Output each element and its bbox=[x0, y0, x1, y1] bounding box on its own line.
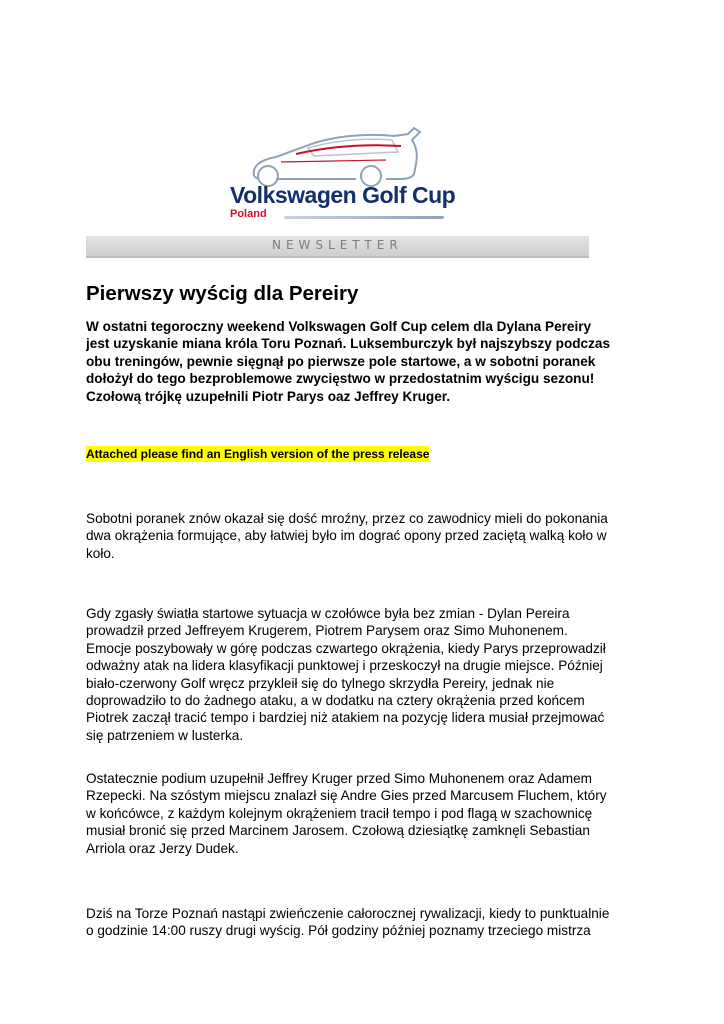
lead-line: obu treningów, pewnie sięgnął po pierwsze pole startowe, a w sobotni poranek bbox=[86, 353, 596, 369]
paragraph-line: koło. bbox=[86, 545, 115, 561]
attached-note-highlight: Attached please find an English version of the press release bbox=[86, 447, 430, 461]
paragraph-line: doprowadziło to do żadnego ataku, a w dodatku na cztery okrążenia przed końcem bbox=[86, 693, 585, 709]
article-lead bbox=[86, 318, 626, 405]
newsletter-banner bbox=[86, 236, 589, 258]
paragraph-line: odważny atak na lidera klasyfikacji punktowej i przeskoczył na drugie miejsce. Później bbox=[86, 658, 603, 674]
lead-line: Czołową trójkę uzupełnili Piotr Parys oaz Jeffrey Kruger. bbox=[86, 388, 451, 404]
paragraph-4 bbox=[86, 905, 646, 940]
paragraph-line: prowadził przed Jeffreyem Krugerem, Piotrem Parysem oraz Simo Muhonenem. bbox=[86, 623, 568, 639]
paragraph-line: się patrzeniem w lusterka. bbox=[86, 727, 244, 743]
newsletter-label: NEWSLETTER bbox=[272, 238, 403, 252]
paragraph-2 bbox=[86, 605, 646, 744]
paragraph-line: Gdy zgasły światła startowe sytuacja w czołówce była bez zmian - Dylan Pereira bbox=[86, 606, 570, 621]
paragraph-line: Ostatecznie podium uzupełnił Jeffrey Kruger przed Simo Muhonenem oraz Adamem bbox=[86, 771, 592, 786]
paragraph-line: Sobotni poranek znów okazał się dość mroźny, przez co zawodnicy mieli do pokonania bbox=[86, 511, 608, 526]
article-headline: Pierwszy wyścig dla Pereiry bbox=[86, 282, 359, 305]
lead-line: W ostatni tegoroczny weekend Volkswagen Golf Cup celem dla Dylana Pereiry bbox=[86, 319, 592, 334]
paragraph-line: biało-czerwony Golf wręcz przykleił się do tylnego skrzydła Pereiry, jednak nie bbox=[86, 675, 555, 691]
vw-golf-cup-logo bbox=[230, 124, 458, 228]
paragraph-line: Arriola oraz Jerzy Dudek. bbox=[86, 840, 239, 856]
paragraph-line: Rzepecki. Na szóstym miejscu znalazł się Andre Gies przed Marcusem Fluchem, który bbox=[86, 788, 607, 804]
paragraph-line: Emocje poszybowały w górę podczas czwartego okrążenia, kiedy Parys przeprowadził bbox=[86, 640, 606, 656]
logo-subtitle: Poland bbox=[230, 208, 267, 220]
paragraph-line: musiał bronić się przed Marcinem Jarosem. Czołową dziesiątkę zamknęli Sebastian bbox=[86, 823, 590, 839]
logo-underline bbox=[284, 216, 444, 219]
paragraph-line: o godzinie 14:00 ruszy drugi wyścig. Pół godziny później poznamy trzeciego mistrza bbox=[86, 923, 591, 939]
lead-line: jest uzyskanie miana króla Toru Poznań. Luksemburczyk był najszybszy podczas bbox=[86, 336, 611, 352]
paragraph-line: Piotrek zaczął tracić tempo i bardziej niż atakiem na pozycję lidera musiał przejmować bbox=[86, 710, 605, 726]
paragraph-1 bbox=[86, 510, 646, 562]
paragraph-line: Dziś na Torze Poznań nastąpi zwieńczenie całorocznej rywalizacji, kiedy to punktualnie bbox=[86, 906, 610, 921]
paragraph-3 bbox=[86, 770, 646, 857]
paragraph-line: dwa okrążenia formujące, aby łatwiej było im dograć opony przed zaciętą walką koło w bbox=[86, 528, 607, 544]
logo-title: Volkswagen Golf Cup bbox=[230, 182, 456, 208]
lead-line: dołożył do tego bezproblemowe zwycięstwo w przedostatnim wyścigu sezonu! bbox=[86, 371, 595, 387]
paragraph-line: w końcówce, z każdym kolejnym okrążeniem tracił tempo i pod flagą w szachownicę bbox=[86, 805, 593, 821]
